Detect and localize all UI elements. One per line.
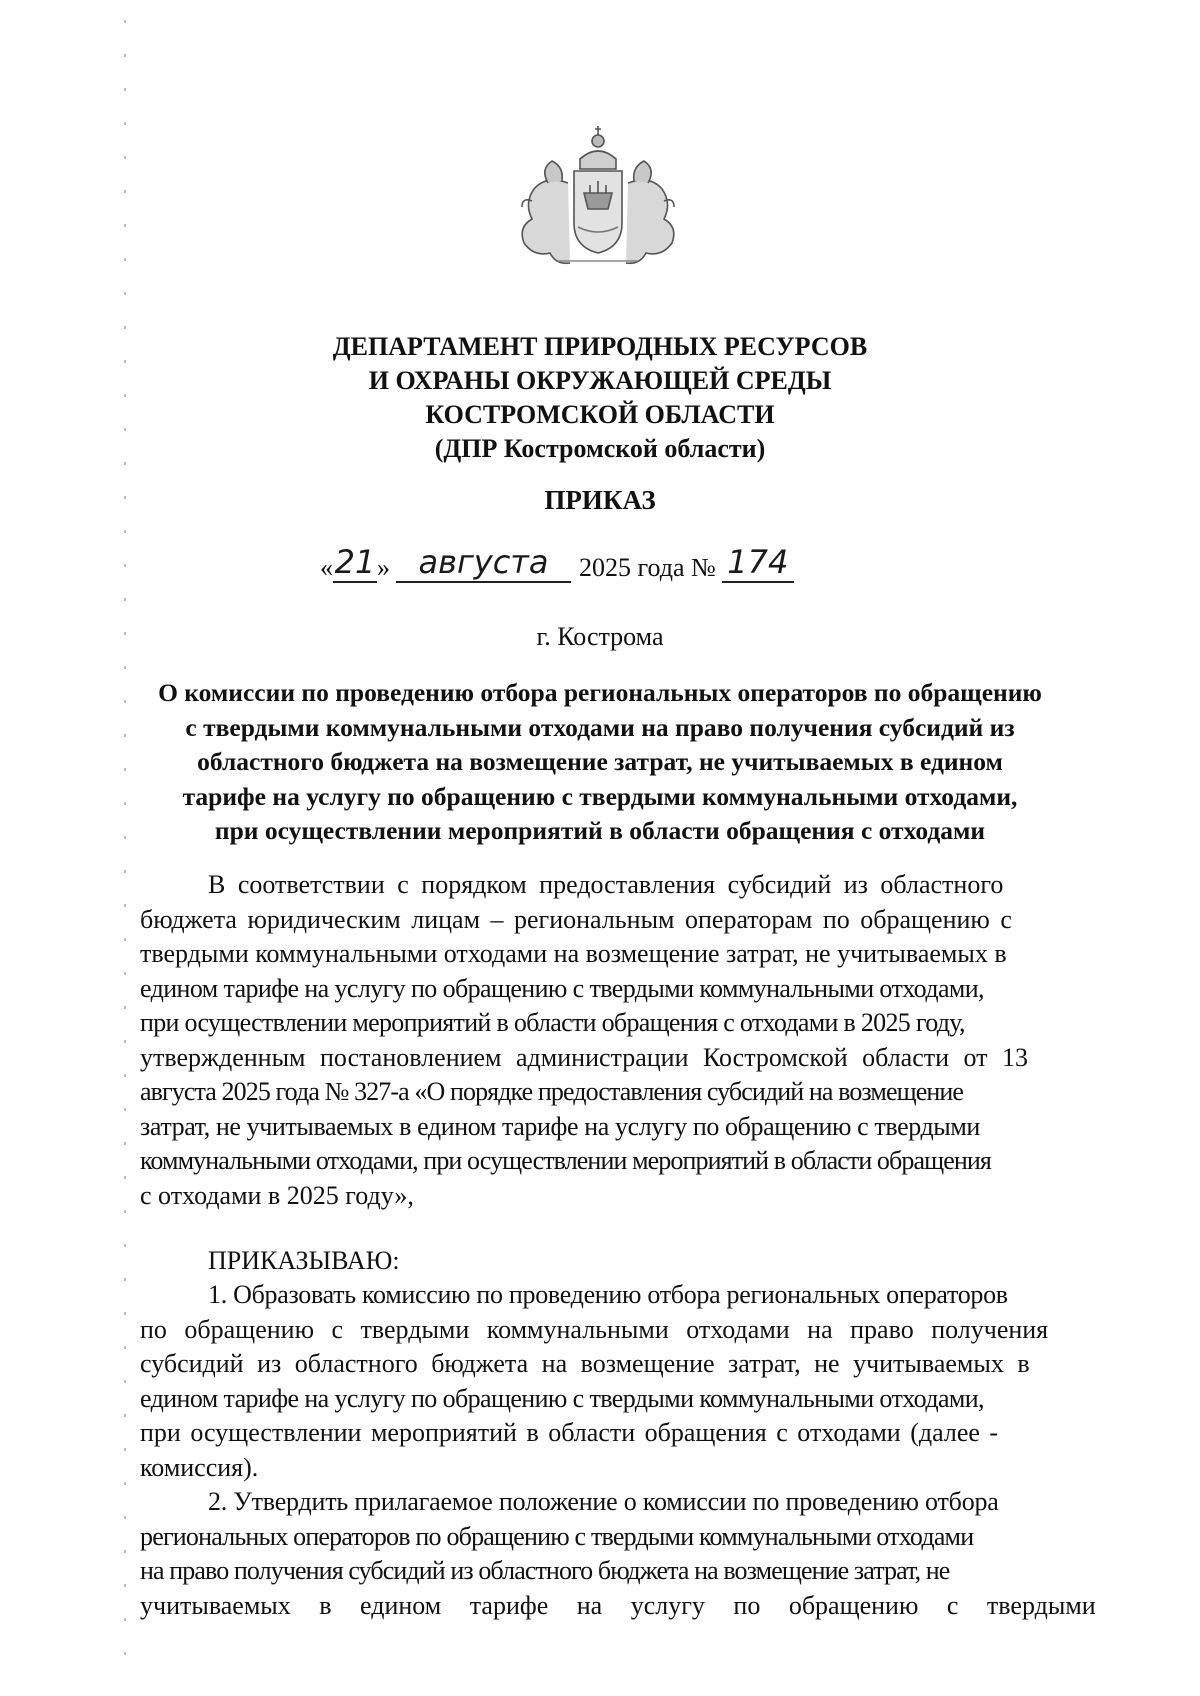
date-close-quote: » bbox=[377, 553, 390, 582]
paragraph-line: августа 2025 года № 327-а «О порядке предоставления субсидий на возмещение bbox=[140, 1077, 964, 1106]
paragraph-line: 2. Утвердить прилагаемое положение о комиссии по проведению отбора bbox=[208, 1487, 999, 1516]
order-date-line bbox=[320, 543, 794, 587]
paragraph-line: на право получения субсидий из областного бюджета на возмещение затрат, не bbox=[140, 1556, 950, 1585]
paragraph-line: затрат, не учитываемых в едином тарифе на услугу по обращению с твердыми bbox=[140, 1111, 980, 1141]
paragraph-line: при осуществлении мероприятий в области обращения с отходами в 2025 году, bbox=[140, 1008, 965, 1037]
item-1-paragraph bbox=[140, 1278, 1100, 1485]
paragraph-line: комиссия). bbox=[140, 1452, 259, 1482]
subject-line: тарифе на услугу по обращению с твердыми коммунальными отходами, bbox=[182, 781, 1018, 811]
paragraph-line: В соответствии с порядком предоставления субсидий из областного bbox=[208, 870, 1004, 899]
agency-line: ДЕПАРТАМЕНТ ПРИРОДНЫХ РЕСУРСОВ bbox=[332, 332, 868, 361]
paragraph-line: коммунальными отходами, при осуществлении мероприятий в области обращения bbox=[140, 1146, 991, 1175]
decree-word: ПРИКАЗЫВАЮ: bbox=[208, 1246, 400, 1275]
paragraph-line: твердыми коммунальными отходами на возмещение затрат, не учитываемых в bbox=[140, 939, 1007, 968]
item-2-paragraph bbox=[140, 1485, 1100, 1623]
paragraph-line: бюджета юридическим лицам – региональным операторам по обращению с bbox=[140, 904, 1012, 934]
subject-line: с твердыми коммунальными отходами на право получения субсидий из bbox=[185, 712, 1015, 742]
preamble-paragraph bbox=[140, 868, 1100, 1213]
paragraph-line: субсидий из областного бюджета на возмещение затрат, не учитываемых в bbox=[140, 1349, 1030, 1378]
date-year-text: 2025 года № bbox=[579, 553, 716, 582]
paragraph-line: по обращению с твердыми коммунальными отходами на право получения bbox=[140, 1314, 1049, 1344]
date-open-quote: « bbox=[320, 553, 333, 582]
subject-line: при осуществлении мероприятий в области обращения с отходами bbox=[214, 816, 986, 846]
paragraph-line: утвержденным постановлением администрации Костромской области от 13 bbox=[140, 1042, 1029, 1072]
paragraph-line: региональных операторов по обращению с твердыми коммунальными отходами bbox=[140, 1521, 974, 1551]
agency-header bbox=[200, 330, 1000, 466]
paragraph-line: с отходами в 2025 году», bbox=[140, 1180, 414, 1210]
date-month-handwritten: августа bbox=[396, 543, 571, 583]
agency-line: КОСТРОМСКОЙ ОБЛАСТИ bbox=[425, 400, 775, 429]
order-title: ПРИКАЗ bbox=[544, 485, 656, 515]
subject-line: областного бюджета на возмещение затрат, не учитываемых в едином bbox=[197, 747, 1003, 777]
coat-of-arms-icon bbox=[508, 123, 688, 276]
order-number-handwritten: 174 bbox=[722, 543, 794, 583]
paragraph-line: 1. Образовать комиссию по проведению отбора региональных операторов bbox=[208, 1280, 1008, 1309]
agency-line: И ОХРАНЫ ОКРУЖАЮЩЕЙ СРЕДЫ bbox=[368, 366, 832, 395]
order-subject bbox=[100, 676, 1100, 849]
subject-line: О комиссии по проведению отбора региональных операторов по обращению bbox=[158, 678, 1042, 707]
paragraph-line: едином тарифе на услугу по обращению с твердыми коммунальными отходами, bbox=[140, 1383, 984, 1413]
agency-short-name: (ДПР Костромской области) bbox=[434, 434, 766, 463]
paragraph-line: при осуществлении мероприятий в области обращения с отходами (далее - bbox=[140, 1418, 999, 1447]
city: г. Кострома bbox=[536, 622, 664, 651]
paragraph-line: учитываемых в едином тарифе на услугу по обращению с твердыми bbox=[140, 1590, 1096, 1620]
date-day-handwritten: 21 bbox=[334, 543, 376, 581]
paragraph-line: едином тарифе на услугу по обращению с твердыми коммунальными отходами, bbox=[140, 973, 984, 1003]
